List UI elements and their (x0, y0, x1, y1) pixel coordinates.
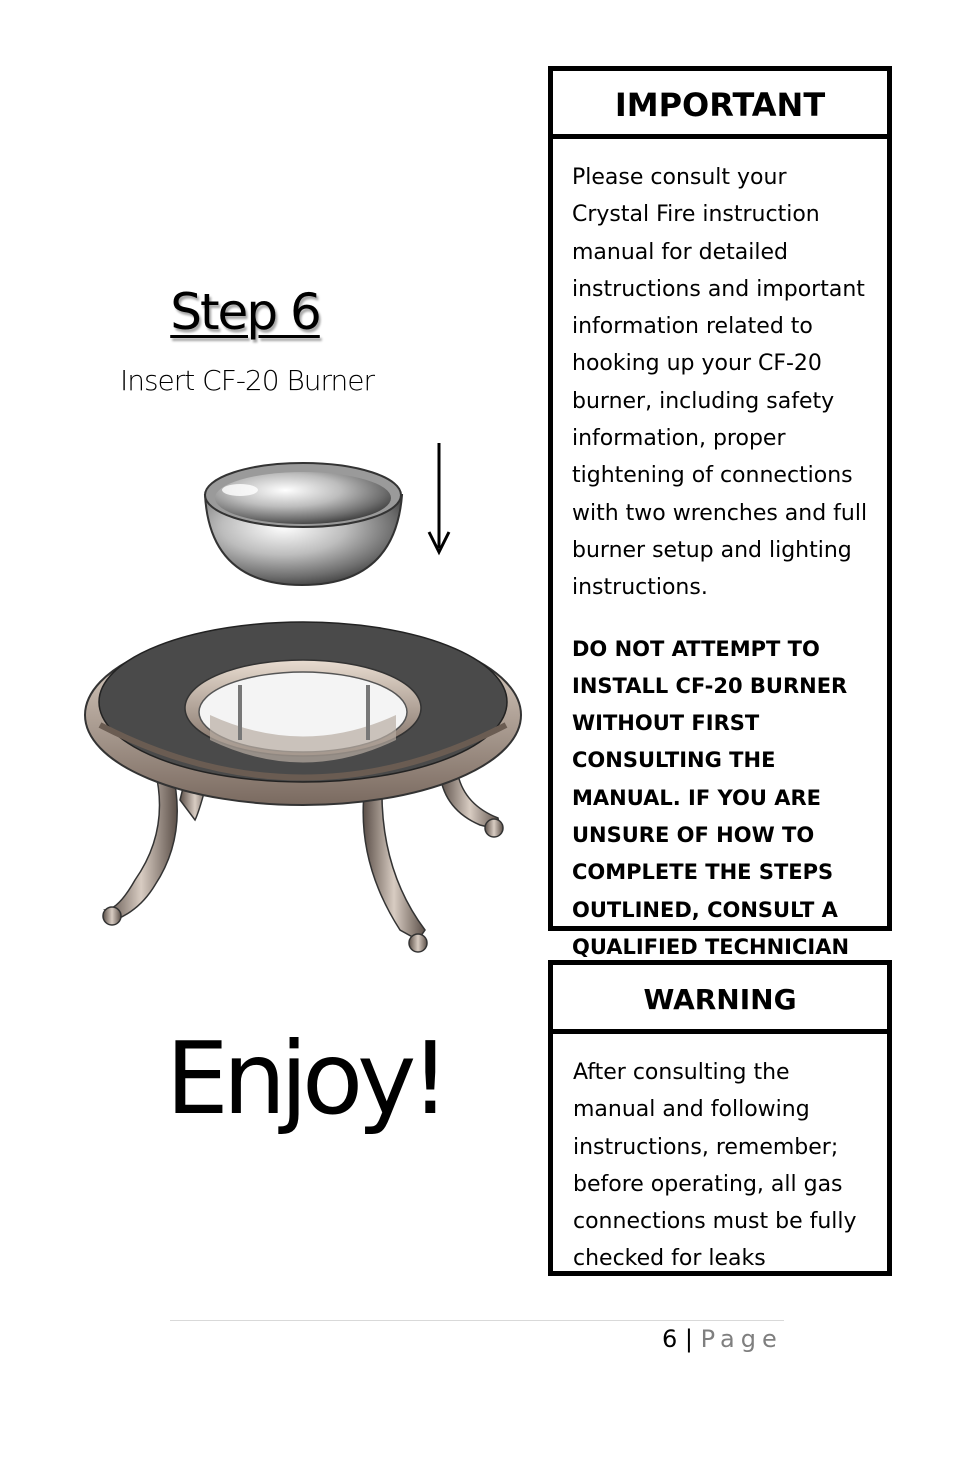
warning-body-text: After consulting the manual and following instructions, remember; before operating, all gas connections must be fully checked for leaks (573, 1060, 857, 1272)
enjoy-heading: Enjoy! (165, 1020, 445, 1137)
burner-fire-table-illustration (80, 440, 530, 970)
step-subtitle: Insert CF-20 Burner (119, 364, 375, 397)
page-footer (662, 1325, 783, 1353)
burner-bowl (205, 463, 402, 585)
important-notice-box (548, 66, 892, 959)
warning-notice-box (548, 960, 892, 1276)
step-title: Step 6 (170, 283, 320, 341)
fire-table-top (85, 622, 521, 805)
page-number: 6 (662, 1325, 678, 1353)
page-label: Page (700, 1325, 783, 1353)
important-caution-text: DO NOT ATTEMPT TO INSTALL CF-20 BURNER WITHOUT FIRST CONSULTING THE MANUAL. IF YOU ARE UNSURE OF HOW TO COMPLETE THE STEPS OUTLINED, CONSULT A QUALIFIED TECHNICIAN (572, 636, 850, 959)
footer-divider (170, 1320, 784, 1321)
footer-separator: | (684, 1325, 694, 1353)
down-arrow-icon (429, 443, 449, 552)
warning-heading: WARNING (553, 965, 887, 1034)
important-body-text: Please consult your Crystal Fire instruction manual for detailed instructions and important information related to hooking up your CF-20 burner, including safety information, proper tightening of connections with two wrenches and full burner setup and lighting instructions. (572, 165, 868, 601)
important-heading: IMPORTANT (553, 71, 887, 139)
